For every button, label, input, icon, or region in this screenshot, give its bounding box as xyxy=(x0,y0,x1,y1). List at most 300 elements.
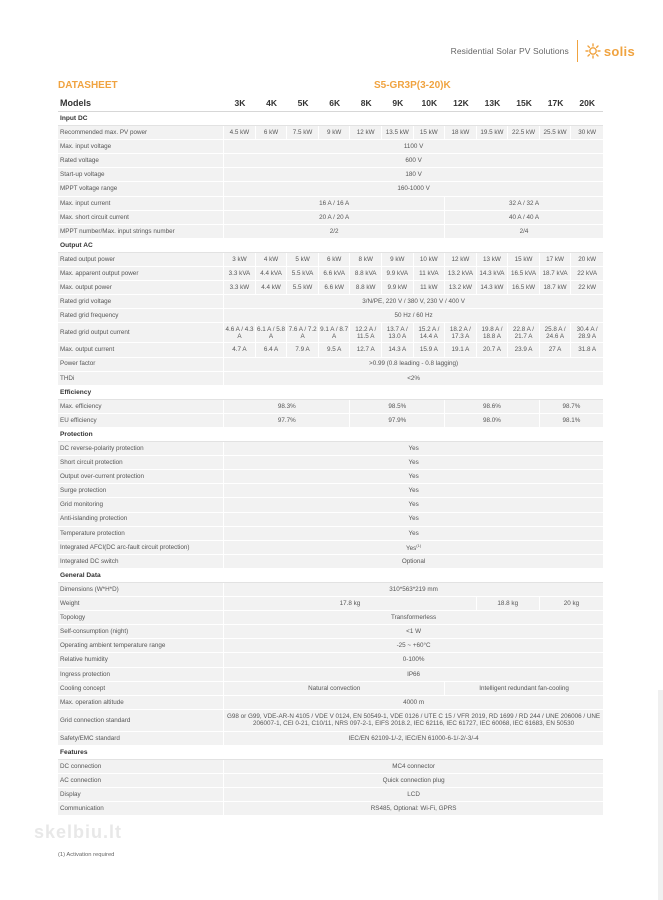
spec-value-text: 4 kW xyxy=(263,255,279,263)
spec-value-text: <1 W xyxy=(406,628,422,636)
spec-value xyxy=(445,253,477,267)
spec-value-text: 600 V xyxy=(405,157,422,165)
spec-value xyxy=(224,484,603,498)
spec-label: DC connection xyxy=(58,760,224,774)
spec-value xyxy=(256,267,288,281)
spec-value-text: 98.5% xyxy=(388,402,407,410)
spec-value xyxy=(224,639,603,653)
spec-row xyxy=(58,625,603,639)
spec-row xyxy=(58,653,603,667)
spec-label: Temperature protection xyxy=(58,527,224,541)
spec-value-text: 4.4 kW xyxy=(261,284,281,292)
spec-value xyxy=(540,253,572,267)
spec-value-text: Yes xyxy=(408,473,419,481)
spec-value-text: 9.1 A / 8.7 A xyxy=(320,325,349,340)
spec-row xyxy=(58,140,603,154)
spec-label: Rated voltage xyxy=(58,154,224,168)
spec-label: Start-up voltage xyxy=(58,168,224,182)
spec-value-text: 19.1 A xyxy=(451,346,470,354)
spec-row xyxy=(58,639,603,653)
footnote-marker: (1) xyxy=(416,543,422,549)
spec-value-text: 6.6 kVA xyxy=(323,269,345,277)
spec-value-text: 4.7 A xyxy=(232,346,247,354)
spec-value-text: 18.2 A / 17.3 A xyxy=(449,325,471,340)
spec-table xyxy=(58,96,603,816)
spec-value xyxy=(571,281,603,295)
spec-value-text: 20 A / 20 A xyxy=(319,213,350,221)
spec-value xyxy=(319,323,351,343)
spec-value-text: 5.5 kW xyxy=(292,284,313,292)
spec-value-text: 9 kW xyxy=(326,129,342,137)
spec-label: Max. input current xyxy=(58,197,224,211)
spec-value xyxy=(224,788,603,802)
spec-row xyxy=(58,400,603,414)
spec-value-text: 12.7 A xyxy=(356,346,375,354)
spec-label: Rated grid frequency xyxy=(58,309,224,323)
spec-value xyxy=(508,253,540,267)
spec-value-text: 31.8 A xyxy=(578,346,597,354)
spec-label: Max. input voltage xyxy=(58,140,224,154)
spec-label: Topology xyxy=(58,611,224,625)
spec-value xyxy=(350,253,382,267)
datasheet-title-row xyxy=(58,80,603,94)
spec-row xyxy=(58,470,603,484)
spec-value xyxy=(382,253,414,267)
spec-value-text: 8.8 kW xyxy=(355,284,376,292)
spec-value-text: 25.8 A / 24.6 A xyxy=(544,325,566,340)
spec-row xyxy=(58,323,603,343)
spec-value xyxy=(224,140,603,154)
model-header: 12K xyxy=(445,96,477,112)
model-series: S5-GR3P(3-20)K xyxy=(374,80,451,91)
spec-value-text: 18.7 kW xyxy=(543,284,567,292)
spec-value-text: 6.1 A / 5.8 A xyxy=(257,325,286,340)
spec-value xyxy=(445,197,603,211)
spec-value xyxy=(445,414,540,428)
spec-value xyxy=(287,281,319,295)
spec-value-text: Yes xyxy=(408,445,419,452)
spec-value xyxy=(571,126,603,140)
spec-value-text: 15.9 A xyxy=(419,346,438,354)
spec-value-text: >0.99 (0.8 leading - 0.8 lagging) xyxy=(369,360,459,368)
spec-value-text: 18 kW xyxy=(451,129,470,137)
spec-value-text: <2% xyxy=(407,374,420,382)
spec-value xyxy=(256,253,288,267)
spec-value xyxy=(287,253,319,267)
spec-value xyxy=(477,267,509,281)
spec-value xyxy=(508,126,540,140)
spec-row xyxy=(58,253,603,267)
spec-value-text: 40 A / 40 A xyxy=(509,213,540,221)
model-header: 13K xyxy=(477,96,509,112)
spec-value-text: 2/4 xyxy=(519,227,529,235)
spec-value xyxy=(319,281,351,295)
spec-value xyxy=(445,281,477,295)
spec-value xyxy=(224,470,603,484)
spec-value xyxy=(319,267,351,281)
spec-value-text: G98 or G99, VDE-AR-N 4105 / VDE V 0124, EN 50549-1, VDE 0126 / UTE C 15 / VFR 2019, RD 1699 / RD 244 / UNE 206006 / UNE 206007-1, CEI 0-21, C10/11, NRS 097-2-1, EIFS 2018.2, IEC 62116, IEC 61727, IEC 60068, IEC 61683, EN 50530 xyxy=(227,713,601,728)
spec-label: MPPT voltage range xyxy=(58,182,224,196)
spec-value-text: 98.6% xyxy=(483,402,501,410)
spec-value xyxy=(224,732,603,746)
spec-row xyxy=(58,498,603,512)
spec-label: Recommended max. PV power xyxy=(58,126,224,140)
model-header: 3K xyxy=(224,96,256,112)
spec-value xyxy=(508,267,540,281)
spec-value-text: 14.3 kW xyxy=(480,284,504,292)
spec-value xyxy=(224,126,256,140)
spec-value-text: 19.8 A / 18.8 A xyxy=(481,325,503,340)
spec-value-text: 6 kW xyxy=(263,129,279,137)
spec-row xyxy=(58,295,603,309)
spec-value-text: Optional xyxy=(401,557,426,565)
spec-label: THDi xyxy=(58,372,224,386)
spec-value xyxy=(382,323,414,343)
spec-value-text: 22 kVA xyxy=(577,269,598,277)
spec-value-text: 160-1000 V xyxy=(397,185,430,193)
spec-value xyxy=(224,710,603,732)
spec-value xyxy=(256,126,288,140)
spec-label: Rated output power xyxy=(58,253,224,267)
spec-value xyxy=(508,323,540,343)
spec-value xyxy=(256,323,288,343)
spec-value xyxy=(224,182,603,196)
spec-value-text: 13.2 kW xyxy=(448,284,472,292)
spec-row xyxy=(58,774,603,788)
spec-value-text: 0-100% xyxy=(402,656,425,664)
model-header: 6K xyxy=(319,96,351,112)
spec-value-text: Quick connection plug xyxy=(382,777,445,785)
spec-value xyxy=(414,343,446,357)
spec-value-text: 30.4 A / 28.9 A xyxy=(576,325,598,340)
spec-row xyxy=(58,372,603,386)
spec-value xyxy=(540,323,572,343)
spec-value-text: 98.0% xyxy=(483,416,501,424)
spec-value xyxy=(256,281,288,295)
spec-value xyxy=(287,126,319,140)
spec-row xyxy=(58,358,603,372)
spec-row xyxy=(58,802,603,816)
spec-value-text: 4.6 A / 4.3 A xyxy=(225,325,254,340)
spec-value-text: 97.9% xyxy=(388,416,407,424)
spec-value xyxy=(224,197,445,211)
spec-value-text: 16.5 kVA xyxy=(510,269,537,277)
spec-row xyxy=(58,154,603,168)
spec-value-text: 13 kW xyxy=(483,255,501,263)
spec-value xyxy=(414,323,446,343)
spec-label: Relative humidity xyxy=(58,653,224,667)
spec-value-text: Yes xyxy=(406,545,417,553)
section-header-row xyxy=(58,239,603,253)
section-title: General Data xyxy=(58,569,603,583)
models-label: Models xyxy=(58,96,224,112)
spec-value xyxy=(477,281,509,295)
spec-value xyxy=(571,253,603,267)
spec-value xyxy=(571,267,603,281)
spec-row xyxy=(58,442,603,456)
spec-value xyxy=(350,414,445,428)
spec-value-text: 6.4 A xyxy=(263,346,279,354)
spec-row xyxy=(58,668,603,682)
spec-label: Ingress protection xyxy=(58,668,224,682)
spec-value xyxy=(224,583,603,597)
spec-value-text: RS485, Optional: Wi-Fi, GPRS xyxy=(370,805,457,813)
spec-value-text: IP66 xyxy=(407,670,421,678)
spec-label: Max. output power xyxy=(58,281,224,295)
spec-value-text: Yes xyxy=(408,501,419,509)
spec-value xyxy=(224,267,256,281)
spec-value xyxy=(445,211,603,225)
spec-value xyxy=(540,597,603,611)
spec-value-text: 50 Hz / 60 Hz xyxy=(394,312,433,320)
spec-value xyxy=(571,323,603,343)
spec-label: Integrated AFCI(DC arc-fault circuit protection) xyxy=(58,541,224,555)
section-title: Output AC xyxy=(58,239,603,253)
spec-value-text: 3.3 kVA xyxy=(228,269,251,277)
section-title: Protection xyxy=(58,428,603,442)
spec-value-text: 15.2 A / 14.4 A xyxy=(418,325,440,340)
spec-value xyxy=(224,323,256,343)
spec-value-text: Yes xyxy=(408,459,419,467)
header-divider xyxy=(577,40,578,62)
section-header-row xyxy=(58,386,603,400)
spec-value xyxy=(445,343,477,357)
spec-row xyxy=(58,197,603,211)
spec-label: Max. efficiency xyxy=(58,400,224,414)
spec-label: Max. output current xyxy=(58,343,224,357)
spec-value-text: 12 kW xyxy=(451,255,470,263)
section-header-row xyxy=(58,428,603,442)
spec-value xyxy=(224,281,256,295)
spec-value xyxy=(224,414,350,428)
spec-value xyxy=(224,456,603,470)
spec-value-text: 4000 m xyxy=(403,698,425,706)
spec-label: Cooling concept xyxy=(58,682,224,696)
spec-value xyxy=(224,253,256,267)
spec-value-text: 98.7% xyxy=(562,402,581,410)
spec-value xyxy=(287,323,319,343)
spec-value xyxy=(319,343,351,357)
spec-value xyxy=(350,126,382,140)
spec-value xyxy=(350,281,382,295)
spec-row xyxy=(58,484,603,498)
spec-row xyxy=(58,527,603,541)
spec-value xyxy=(382,343,414,357)
spec-value xyxy=(540,126,572,140)
spec-value-text: 2/2 xyxy=(329,227,339,235)
spec-value xyxy=(540,414,603,428)
spec-value-text: 19.5 kW xyxy=(480,129,504,137)
model-header: 15K xyxy=(508,96,540,112)
section-title: Input DC xyxy=(58,112,603,126)
spec-label: Max. operation altitude xyxy=(58,696,224,710)
model-header: 9K xyxy=(382,96,414,112)
spec-value xyxy=(224,225,445,239)
spec-value xyxy=(382,267,414,281)
spec-value-text: 10 kW xyxy=(419,255,438,263)
spec-label: Display xyxy=(58,788,224,802)
spec-label: Max. apparent output power xyxy=(58,267,224,281)
spec-value-text: 9 kW xyxy=(390,255,405,263)
spec-value-text: 97.7% xyxy=(277,416,296,424)
spec-value xyxy=(508,281,540,295)
spec-value xyxy=(224,498,603,512)
spec-value xyxy=(445,323,477,343)
spec-label: MPPT number/Max. input strings number xyxy=(58,225,224,239)
spec-value-text: 6 kW xyxy=(326,255,342,263)
spec-value-text: LCD xyxy=(407,791,420,799)
spec-value xyxy=(256,343,288,357)
spec-value xyxy=(540,343,572,357)
spec-value-text: MC4 connector xyxy=(392,762,435,770)
model-header: 20K xyxy=(571,96,603,112)
spec-row xyxy=(58,343,603,357)
section-header-row xyxy=(58,569,603,583)
spec-value xyxy=(224,295,603,309)
spec-label: Rated grid output current xyxy=(58,323,224,343)
spec-value-text: 7.9 A xyxy=(295,346,310,354)
spec-value-text: 20.7 A xyxy=(483,346,501,354)
spec-value xyxy=(224,358,603,372)
page-header xyxy=(451,38,635,64)
spec-row xyxy=(58,281,603,295)
spec-row xyxy=(58,267,603,281)
spec-row xyxy=(58,211,603,225)
spec-row xyxy=(58,611,603,625)
spec-value-text: 98.3% xyxy=(277,402,296,410)
spec-value-text: 17 kW xyxy=(546,255,565,263)
spec-value xyxy=(319,126,351,140)
spec-value-text: 11 kVA xyxy=(419,269,439,277)
spec-value xyxy=(224,527,603,541)
spec-label: Grid connection standard xyxy=(58,710,224,732)
page-edge-shadow xyxy=(658,690,663,900)
spec-value-text: 4.5 kW xyxy=(229,129,250,137)
spec-value-text: 30 kW xyxy=(578,129,597,137)
spec-value xyxy=(477,597,540,611)
spec-value xyxy=(414,267,446,281)
spec-value-text: 8.8 kVA xyxy=(354,269,377,277)
spec-value-text: 20 kg xyxy=(563,600,580,608)
spec-value xyxy=(287,343,319,357)
spec-label: Anti-islanding protection xyxy=(58,513,224,527)
spec-value xyxy=(224,653,603,667)
spec-value xyxy=(224,309,603,323)
spec-label: Surge protection xyxy=(58,484,224,498)
spec-value-text: 5.5 kVA xyxy=(291,269,314,277)
spec-label: EU efficiency xyxy=(58,414,224,428)
section-title: Efficiency xyxy=(58,386,603,400)
spec-value-text: 22.8 A / 21.7 A xyxy=(513,325,535,340)
spec-value xyxy=(445,267,477,281)
spec-value-text: 1100 V xyxy=(403,143,424,151)
spec-value-text: Yes xyxy=(408,487,419,495)
spec-label: Grid monitoring xyxy=(58,498,224,512)
spec-row xyxy=(58,182,603,196)
spec-label: Short circuit protection xyxy=(58,456,224,470)
spec-label: Operating ambient temperature range xyxy=(58,639,224,653)
spec-value xyxy=(477,126,509,140)
spec-value-text: 15 kW xyxy=(514,255,533,263)
spec-value xyxy=(414,253,446,267)
spec-value-text: 13.7 A / 13.0 A xyxy=(386,325,408,340)
spec-row xyxy=(58,168,603,182)
spec-value-text: 12.2 A / 11.5 A xyxy=(355,325,377,340)
spec-value-text: 7.6 A / 7.2 A xyxy=(288,325,317,340)
spec-value xyxy=(224,372,603,386)
spec-row xyxy=(58,788,603,802)
spec-row xyxy=(58,555,603,569)
footnote: (1) Activation required xyxy=(58,852,115,858)
spec-value-text: 22.5 kW xyxy=(511,129,536,137)
spec-value-text: 8 kW xyxy=(358,255,373,263)
spec-value-text: 3 kW xyxy=(232,255,247,263)
spec-label: Dimensions (W*H*D) xyxy=(58,583,224,597)
spec-value xyxy=(224,682,445,696)
spec-value-text: 7.5 kW xyxy=(292,129,313,137)
spec-row xyxy=(58,682,603,696)
spec-value-text: 14.3 A xyxy=(388,346,407,354)
spec-value xyxy=(414,126,446,140)
spec-value-text: Intelligent redundant fan-cooling xyxy=(479,684,569,692)
spec-value-text: 16 A / 16 A xyxy=(319,199,350,207)
spec-value-text: 11 kW xyxy=(420,284,438,292)
spec-value xyxy=(224,625,603,639)
spec-value xyxy=(224,760,603,774)
spec-label: Weight xyxy=(58,597,224,611)
spec-value xyxy=(477,253,509,267)
spec-value xyxy=(350,400,445,414)
datasheet-label: DATASHEET xyxy=(58,80,118,91)
spec-value-text: 9.5 A xyxy=(326,346,342,354)
spec-row xyxy=(58,456,603,470)
spec-label: Safety/EMC standard xyxy=(58,732,224,746)
spec-value xyxy=(224,668,603,682)
spec-value xyxy=(350,267,382,281)
spec-row xyxy=(58,309,603,323)
spec-value-text: 13.2 kVA xyxy=(447,269,473,277)
spec-row xyxy=(58,513,603,527)
spec-value-text: 17.8 kg xyxy=(339,600,361,608)
model-header: 17K xyxy=(540,96,572,112)
spec-value xyxy=(445,400,540,414)
brand-name: solis xyxy=(603,43,635,59)
spec-value xyxy=(224,168,603,182)
spec-value-text: 32 A / 32 A xyxy=(509,199,540,207)
spec-label: Self-consumption (night) xyxy=(58,625,224,639)
spec-value-text: 180 V xyxy=(405,171,422,179)
spec-value xyxy=(224,211,445,225)
models-header-row xyxy=(58,96,603,112)
spec-row xyxy=(58,225,603,239)
spec-value xyxy=(224,343,256,357)
spec-row xyxy=(58,710,603,732)
spec-label: AC connection xyxy=(58,774,224,788)
spec-value-text: 4.4 kVA xyxy=(260,269,282,277)
section-header-row xyxy=(58,112,603,126)
spec-label: Rated grid voltage xyxy=(58,295,224,309)
spec-row xyxy=(58,541,603,555)
spec-value-text: 3/N/PE, 220 V / 380 V, 230 V / 400 V xyxy=(362,298,465,306)
spec-value xyxy=(224,154,603,168)
spec-value-text: 14.3 kVA xyxy=(479,269,505,277)
spec-value-text: 22 kW xyxy=(578,284,597,292)
header-tagline: Residential Solar PV Solutions xyxy=(450,46,569,56)
spec-value-text: 23.9 A xyxy=(514,346,533,354)
spec-row xyxy=(58,732,603,746)
spec-value xyxy=(224,513,603,527)
spec-value-text: 25.5 kW xyxy=(543,129,567,137)
